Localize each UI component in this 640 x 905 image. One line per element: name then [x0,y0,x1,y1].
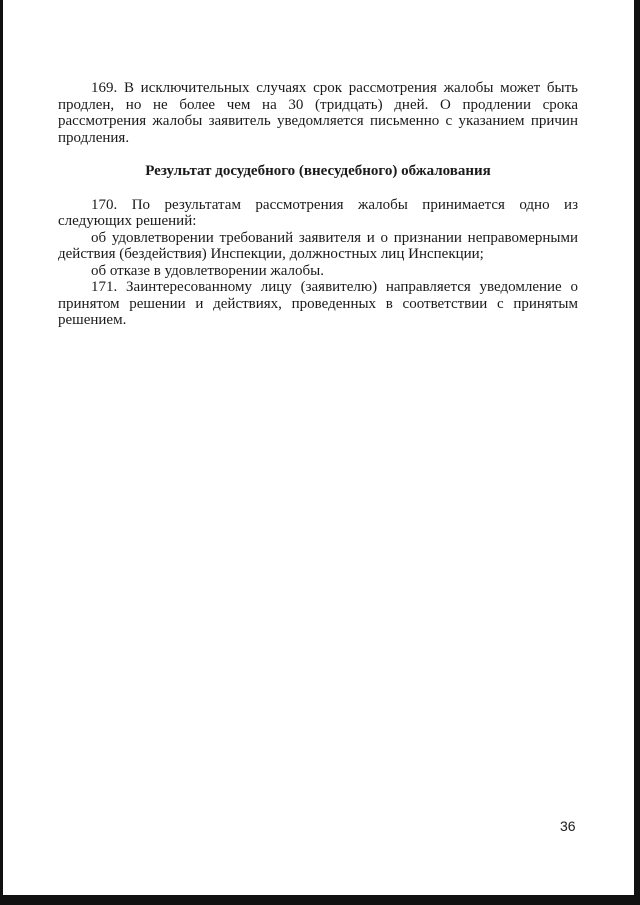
section-heading: Результат досудебного (внесудебного) обжалования [145,163,491,179]
decision-option-2: об отказе в удовлетворении жалобы. [91,262,324,279]
paragraph-169: 169. В исключительных случаях срок рассмотрения жалобы может быть продлен, но не более чем на 30 (тридцать) дней. О продлении срока рассмотрения жалобы заявитель уведомляется письменно с указанием причин продления. [58,80,578,146]
page-number: 36 [560,818,576,834]
paragraph-170: 170. По результатам рассмотрения жалобы принимается одно из следующих решений: [58,196,578,229]
scan-edge-left [0,0,3,905]
document-body [58,80,578,329]
decision-option-1: об удовлетворении требований заявителя и о признании неправомерными действия (бездействия) Инспекции, должностных лиц Инспекции; [58,229,578,262]
scan-edge-right [634,0,640,905]
scan-edge-bottom [0,895,640,905]
paragraph-171: 171. Заинтересованному лицу (заявителю) направляется уведомление о принятом решении и действиях, проведенных в соответствии с принятым решением. [58,279,578,328]
